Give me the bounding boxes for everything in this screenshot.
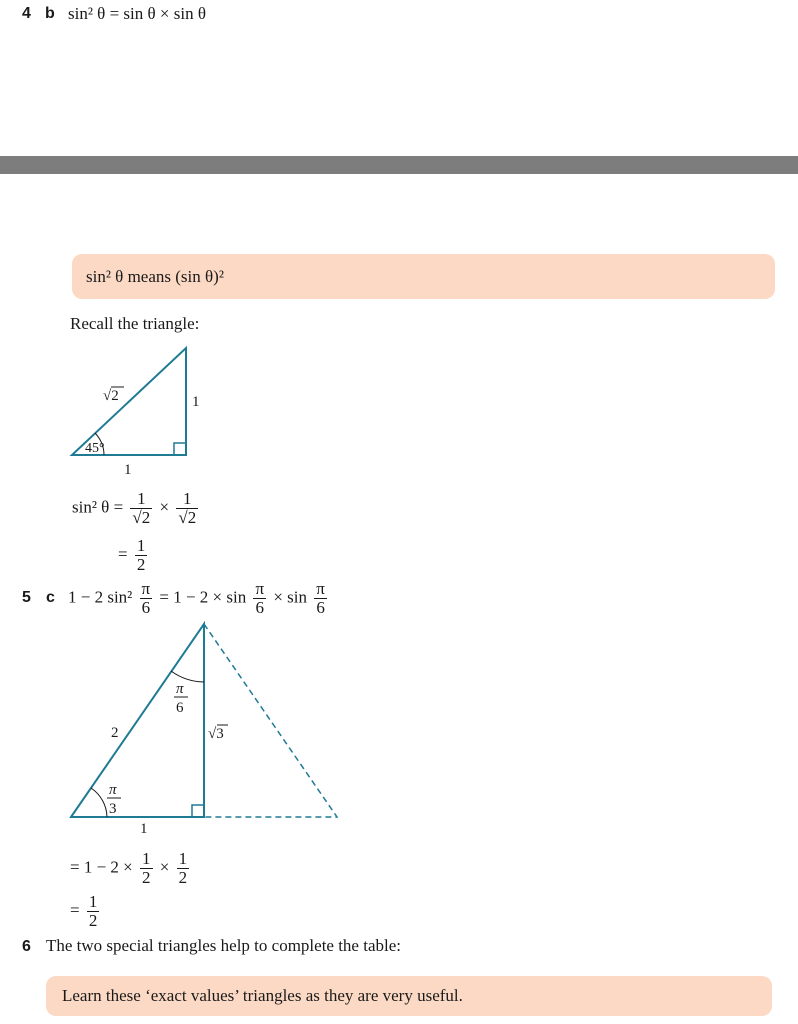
equals-sign: = xyxy=(118,544,128,564)
triangle-dashed-half xyxy=(204,624,337,817)
frac-num: 1 xyxy=(142,849,151,868)
frac-den: 2 xyxy=(88,910,98,930)
question-part-c: c xyxy=(46,589,55,606)
working1-line1 xyxy=(72,490,201,527)
fraction-one-over-root2 xyxy=(176,490,198,527)
base-angle-den: 3 xyxy=(109,801,117,817)
label-hypotenuse: √2 xyxy=(103,388,119,404)
q5-equation xyxy=(68,580,330,617)
frac-den: 6 xyxy=(253,598,266,617)
question-part-b: b xyxy=(45,5,55,22)
frac-num: π xyxy=(141,579,151,598)
frac-den: √2 xyxy=(178,507,197,527)
triangle-45-shape xyxy=(72,348,186,455)
triangle-45-diagram xyxy=(60,340,220,480)
right-angle-marker xyxy=(174,443,186,455)
page-divider xyxy=(0,156,798,174)
q5-mid: = 1 − 2 × sin xyxy=(159,587,247,607)
frac-den: √2 xyxy=(132,507,151,527)
fraction-pi-over-6 xyxy=(140,580,153,617)
base-angle-arc xyxy=(91,788,107,817)
frac-num: 1 xyxy=(178,849,188,868)
frac-num: 1 xyxy=(136,536,146,555)
triangle-30-60-diagram xyxy=(60,615,360,840)
frac-num: 1 xyxy=(183,489,192,508)
fraction-half xyxy=(140,850,153,887)
fraction-half xyxy=(177,850,190,887)
working2-prefix: = 1 − 2 × xyxy=(70,857,133,877)
question-number-5: 5 xyxy=(22,589,31,606)
working2-line1 xyxy=(70,850,192,887)
working1-line2 xyxy=(118,537,150,574)
frac-den: 6 xyxy=(140,598,153,617)
label-adjacent: 1 xyxy=(124,462,132,478)
label-height: √3 xyxy=(208,726,224,742)
right-angle-marker xyxy=(192,805,204,817)
frac-den: 2 xyxy=(136,554,146,574)
triangle-solid-shape xyxy=(71,624,204,817)
q4-equation: sin² θ = sin θ × sin θ xyxy=(68,4,206,23)
q6-text: The two special triangles help to complete the table: xyxy=(46,936,401,955)
frac-den: 2 xyxy=(142,867,151,887)
frac-den: 6 xyxy=(314,598,327,617)
frac-den: 2 xyxy=(178,867,188,887)
frac-num: 1 xyxy=(88,892,98,911)
recall-text: Recall the triangle: xyxy=(70,314,200,333)
fraction-one-over-root2 xyxy=(130,490,152,527)
label-base: 1 xyxy=(140,821,148,837)
working1-lhs: sin² θ = xyxy=(72,497,124,517)
question-number-6: 6 xyxy=(22,938,31,955)
top-angle-den: 6 xyxy=(176,700,184,716)
label-hypotenuse: 2 xyxy=(111,725,119,741)
hint-box-sin-squared xyxy=(72,254,775,299)
equals-sign: = xyxy=(70,900,80,920)
frac-num: π xyxy=(255,579,265,598)
fraction-pi-over-6 xyxy=(314,580,327,617)
top-angle-num: π xyxy=(176,681,184,697)
q5-lhs: 1 − 2 sin² xyxy=(68,587,133,607)
hint-text: sin² θ means (sin θ)² xyxy=(86,267,224,286)
label-angle-45: 45° xyxy=(85,441,105,456)
times-sign: × xyxy=(159,857,170,877)
q5-times-sin: × sin xyxy=(273,587,308,607)
fraction-pi-over-6 xyxy=(253,580,266,617)
hint-text: Learn these ‘exact values’ triangles as they are very useful. xyxy=(62,986,463,1005)
label-opposite: 1 xyxy=(192,394,200,410)
fraction-half xyxy=(135,537,148,574)
frac-num: 1 xyxy=(137,489,146,508)
hint-box-exact-values xyxy=(46,976,772,1016)
times-sign: × xyxy=(159,497,170,517)
working2-line2 xyxy=(70,893,102,930)
fraction-half xyxy=(87,893,100,930)
frac-num: π xyxy=(316,579,325,598)
base-angle-num: π xyxy=(109,782,117,798)
question-number-4: 4 xyxy=(22,5,31,22)
